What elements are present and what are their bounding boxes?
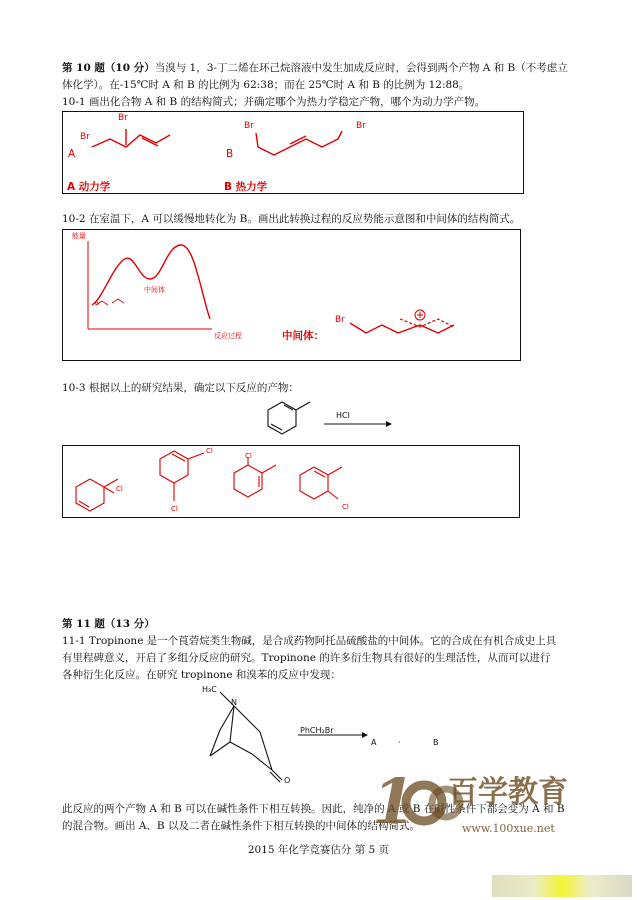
product4-cl: Cl xyxy=(342,503,349,511)
structure-b-label: B xyxy=(226,148,234,160)
tropinone-methyl: H₃C xyxy=(202,685,217,694)
curve-intermediate-label: 中间体 xyxy=(144,286,165,294)
structure-b-br2: Br xyxy=(356,121,366,131)
intermediate-label: 中间体： xyxy=(282,330,324,342)
watermark-brand: 百学教育 xyxy=(448,775,568,810)
reagent-phch2br: PhCH₂Br xyxy=(300,726,334,735)
curve-br-label: Br xyxy=(95,301,101,307)
answer-b-thermo: B 热力学 xyxy=(224,181,268,193)
q11-para1-line3: 各种衍生化反应。在研究 tropinone 和溴苯的反应中发现： xyxy=(62,669,341,681)
tropinone-o: O xyxy=(284,776,291,785)
q10-3-prompt: 10-3 根据以上的研究结果，确定以下反应的产物： xyxy=(62,382,299,394)
product-structures xyxy=(62,445,520,518)
product2-cl-top: Cl xyxy=(206,447,213,455)
product3-cl: Cl xyxy=(245,452,252,460)
diene-structure xyxy=(240,390,400,450)
page-footer: 2015 年化学竞赛估分 第 5 页 xyxy=(247,844,390,856)
structure-a-br2: Br xyxy=(118,113,128,123)
reagent-hcl: HCl xyxy=(336,411,350,420)
product2-cl-bottom: Cl xyxy=(171,505,178,513)
decorative-blur-bar xyxy=(492,875,632,897)
q10-title: 第 10 题（10 分） xyxy=(62,62,155,74)
q11-title: 第 11 题（13 分） xyxy=(62,618,155,630)
reaction-axis-label: 反应过程 xyxy=(214,332,242,340)
q10-intro-line1: 第 10 题（10 分）当溴与 1，3-丁二烯在环己烷溶液中发生加成反应时，会得到两个产物 A 和 B（不考虑立 xyxy=(62,62,568,74)
energy-axis-label: 能量 xyxy=(72,232,86,240)
product-b-label: B xyxy=(433,738,439,747)
q10-2-prompt: 10-2 在室温下，A 可以缓慢地转化为 B。画出此转换过程的反应势能示意图和中间体的结构简式。 xyxy=(62,213,521,225)
watermark-url: www.100xue.net xyxy=(462,822,555,835)
q11-para2-line1: 此反应的两个产物 A 和 B 可以在碱性条件下相互转换。因此，纯净的 A 或 B 在碱性条件下都会变为 A 和 B xyxy=(62,803,565,815)
intermediate-structure xyxy=(62,229,521,361)
structure-b-br1: Br xyxy=(244,121,254,131)
q10-intro-line2: 体化学）。在-15℃时 A 和 B 的比例为 62:38；而在 25℃时 A 和 B 的比例为 12:88。 xyxy=(62,79,470,91)
structure-b xyxy=(62,111,522,194)
q11-para1-line1: 11-1 Tropinone 是一个莨菪烷类生物碱，是合成药物阿托品硫酸盐的中间体。它的合成在有机合成史上具 xyxy=(62,635,557,647)
answer-a-kinetic: A 动力学 xyxy=(67,181,111,193)
intermediate-br: Br xyxy=(335,315,345,325)
structure-a-label: A xyxy=(68,148,76,160)
product-separator: · xyxy=(398,738,401,747)
q11-para2-line2: 的混合物。画出 A、B 以及二者在碱性条件下相互转换的中间体的结构简式。 xyxy=(62,820,420,832)
tropinone-n: N xyxy=(231,698,237,707)
q10-1-prompt: 10-1 画出化合物 A 和 B 的结构简式；并确定哪个为热力学稳定产物，哪个为动力学产物。 xyxy=(62,96,486,108)
product-a-label: A xyxy=(371,738,377,747)
product1-cl: Cl xyxy=(116,485,123,493)
q11-para1-line2: 有里程碑意义，开启了多组分反应的研究。Tropinone 的许多衍生物具有很好的生理活性，从而可以进行 xyxy=(62,652,551,664)
svg-text:1: 1 xyxy=(372,765,416,838)
structure-a-br1: Br xyxy=(80,132,90,142)
